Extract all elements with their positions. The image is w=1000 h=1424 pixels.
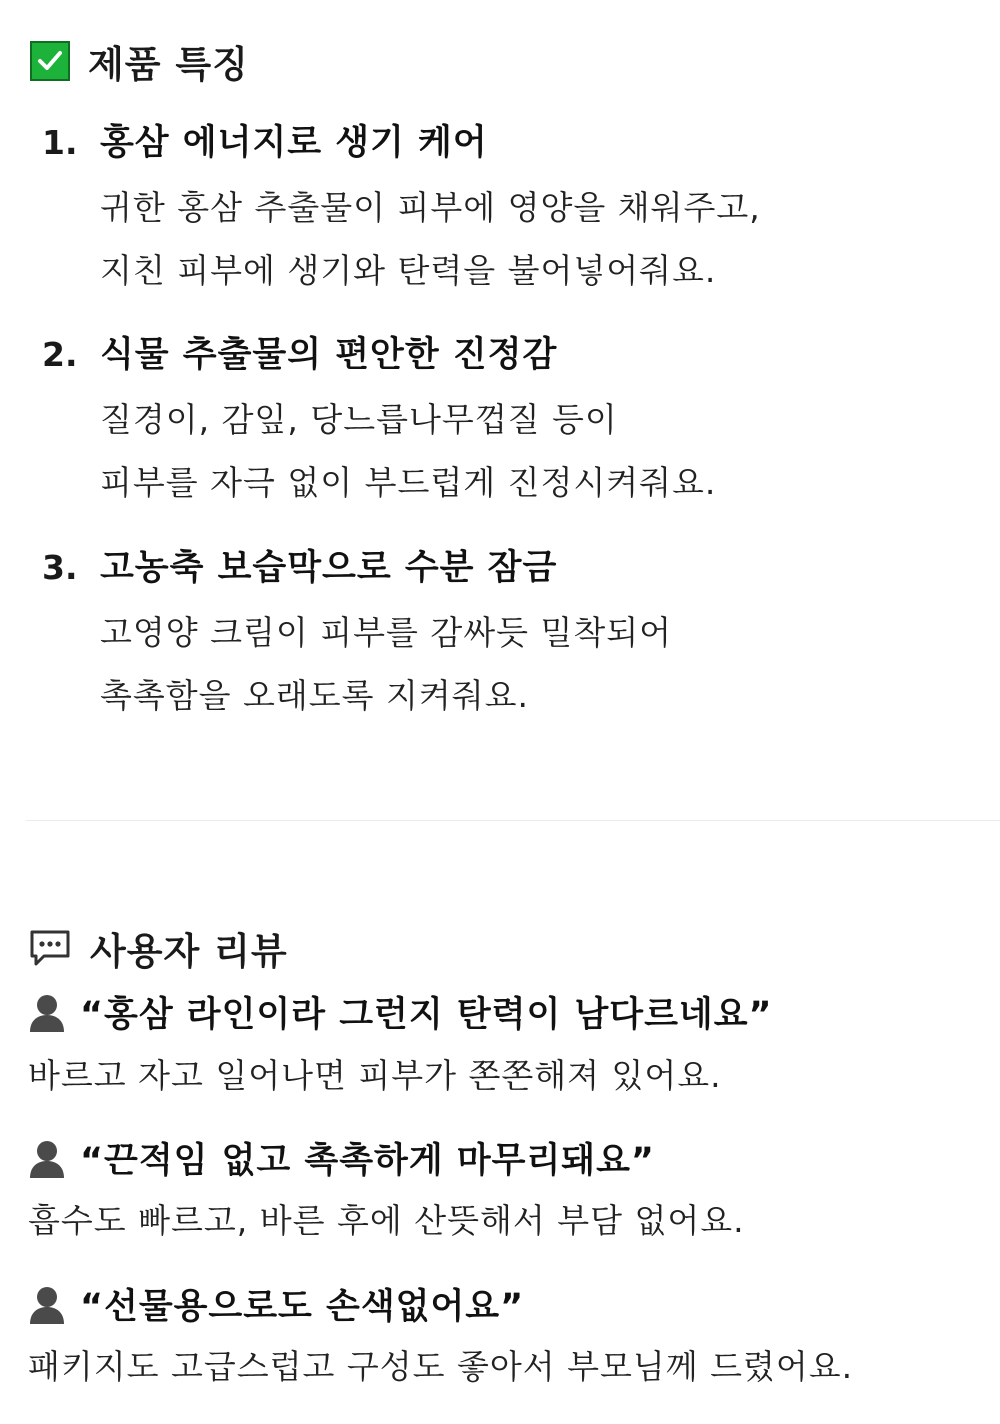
reviews-heading-text: 사용자 리뷰	[90, 930, 288, 973]
feature-description-line: 귀한 홍삼 추출물이 피부에 영양을 채워주고,	[100, 188, 761, 227]
review-title: “끈적임 없고 촉촉하게 마무리돼요”	[80, 1141, 655, 1181]
review-body: 바르고 자고 일어나면 피부가 쫀쫀해져 있어요.	[28, 1056, 722, 1095]
features-heading	[30, 38, 249, 84]
feature-number: 2.	[42, 335, 78, 374]
feature-description-line: 지친 피부에 생기와 탄력을 불어넣어줘요.	[100, 251, 717, 290]
speech-bubble-icon	[28, 928, 72, 968]
feature-number: 1.	[42, 123, 78, 162]
features-heading-text: 제품 특징	[88, 43, 249, 86]
review-body: 패키지도 고급스럽고 구성도 좋아서 부모님께 드렸어요.	[28, 1347, 854, 1386]
feature-number: 3.	[42, 548, 78, 587]
review-title-row	[28, 1281, 524, 1327]
section-divider	[26, 820, 1000, 821]
feature-title: 고농축 보습막으로 수분 잠금	[100, 548, 558, 588]
review-body: 흡수도 빠르고, 바른 후에 산뜻해서 부담 없어요.	[28, 1201, 745, 1240]
review-title: “홍삼 라인이라 그런지 탄력이 남다르네요”	[80, 995, 773, 1035]
feature-title: 홍삼 에너지로 생기 케어	[100, 123, 488, 163]
check-mark-icon	[30, 41, 70, 81]
review-title-row	[28, 989, 773, 1035]
feature-description-line: 고영양 크림이 피부를 감싸듯 밀착되어	[100, 613, 673, 652]
feature-description-line: 촉촉함을 오래도록 지켜줘요.	[100, 676, 530, 715]
person-icon	[28, 992, 66, 1032]
reviews-heading	[28, 924, 288, 972]
feature-description-line: 질경이, 감잎, 당느릅나무껍질 등이	[100, 400, 618, 439]
review-title-row	[28, 1135, 655, 1181]
person-icon	[28, 1138, 66, 1178]
feature-description-line: 피부를 자극 없이 부드럽게 진정시켜줘요.	[100, 463, 717, 502]
person-icon	[28, 1284, 66, 1324]
review-title: “선물용으로도 손색없어요”	[80, 1287, 525, 1327]
feature-title: 식물 추출물의 편안한 진정감	[100, 335, 558, 375]
